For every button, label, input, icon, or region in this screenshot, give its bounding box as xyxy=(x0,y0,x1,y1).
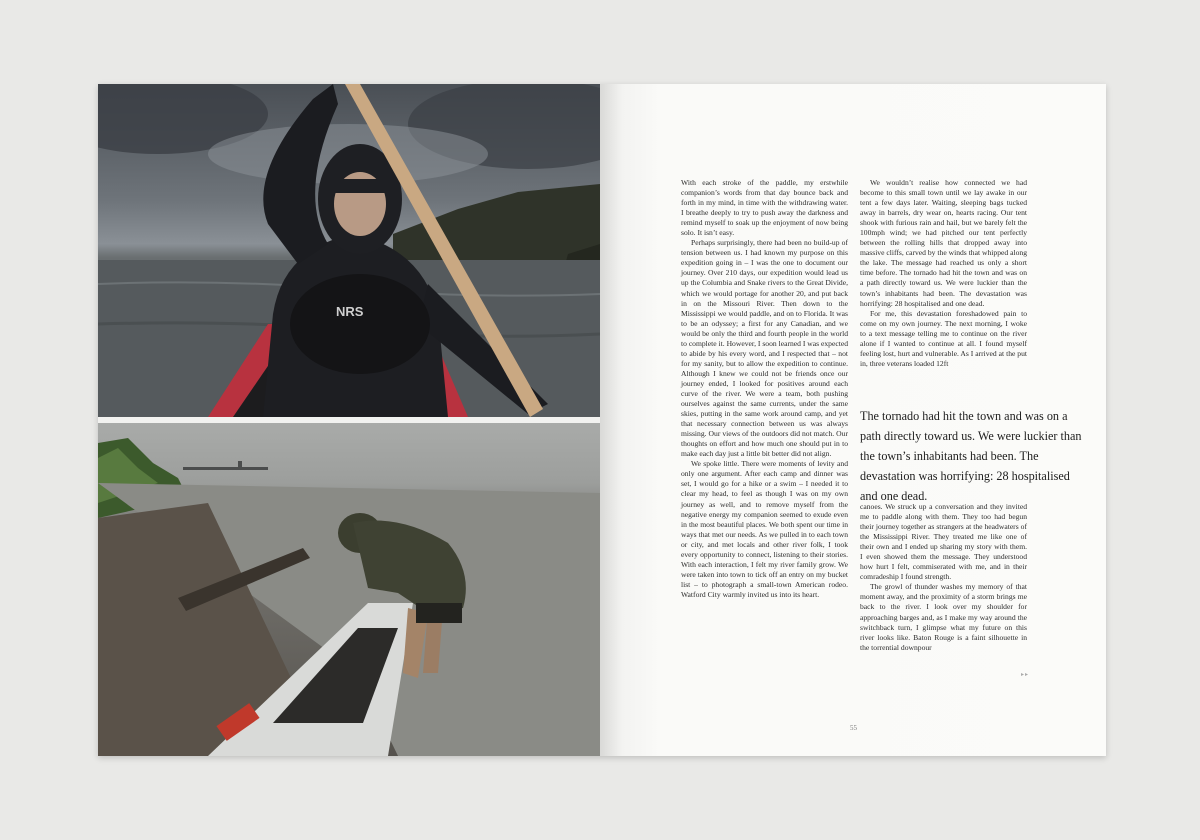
article-column-1 xyxy=(681,178,848,600)
pull-quote: The tornado had hit the town and was on a path directly toward us. We were luckier than the town’s inhabitants had been. The devastation was horrifying: 28 hospitalised and one dead. xyxy=(860,409,1082,503)
paragraph: For me, this devastation foreshadowed pain to come on my own journey. The next morning, I woke to a text message telling me to continue on the river alone if I wanted to continue at all. I found myself feeling lost, hurt and vulnerable. As I arrived at the put in, three veterans loaded 12ft xyxy=(860,308,1027,368)
paragraph: With each stroke of the paddle, my erstwhile companion’s words from that day bounce back and forth in my mind, in time with the withdrawing water. I breathe deeply to try to push away the darkness and remind myself to soak up the enjoyment of now being solo. It isn’t easy. xyxy=(681,178,848,238)
pfd-brand-logo: NRS xyxy=(336,304,364,319)
photo-kayak-shore xyxy=(98,423,600,756)
photo-paddler-in-storm xyxy=(98,84,600,417)
paragraph: We spoke little. There were moments of levity and only one argument. After each camp and dinner was set, I would go for a hike or a swim – I needed it to clear my head, to feel as though I was on my own journey as well, and to remove myself from the negative energy my companion seemed to exude even in the most beautiful places. We both spent our time in ways that met our needs. As we pulled in to each town or city, and met locals and other river folk, I took every opportunity to connect, listening to their stories. With each interaction, I felt my river family grow. We were taken into town to tick off an entry on my bucket list – to photograph a small-town American rodeo. Watford City warmly invited us into its heart. xyxy=(681,459,848,599)
magazine-spread xyxy=(98,84,1106,756)
paragraph: Perhaps surprisingly, there had been no build-up of tension between us. I had known my purpose on this expedition going in – I was the one to document our journey. Over 210 days, our expedition would lead us up the Columbia and Snake rivers to the Great Divide, which we would portage for another 20, and put back in on the Missouri River. Then down to the Mississippi we would paddle, and on to Florida. It was to be an odyssey; a first for any Canadian, and we would be only the third and fourth people in the world to complete it. However, I soon learned I was expected to abide by his every word, and I respected that – not for my sanity, but to allow the expedition to continue. Although I knew we could not be friends once our journey ended, I looked for positives around each curve of the river. We were a team, both pushing ourselves against the same currents, under the same skies, putting in the same work around camp, and yet that necessary connection between us was always missing. Our views of the outdoors did not match. Our thoughts on effort and how much one should put in to make each day just a little bit better did not align. xyxy=(681,238,848,459)
left-page xyxy=(98,84,600,756)
paragraph: We wouldn’t realise how connected we had become to this small town until we lay awake in our tent a few days later. Waiting, sleeping bags tucked away in barrels, dry wear on, hearts racing. Our tent shook with furious rain and hail, but we barely felt the 100mph wind; we had pitched our tent perfectly between the rolling hills that dropped away into massive cliffs, carved by the winds that whipped along the lake. The message had reached us only a short time before. The tornado had hit the town and was on a path directly toward us. We were luckier than the town’s inhabitants had been. The devastation was horrifying: 28 hospitalised and one dead. xyxy=(860,178,1027,308)
article-column-2 xyxy=(860,178,1027,369)
continue-arrow-icon: ▸▸ xyxy=(1021,672,1030,678)
photo-paddler-illustration xyxy=(98,84,600,417)
page-number: 55 xyxy=(850,724,857,732)
right-page xyxy=(600,84,1106,756)
paragraph: canoes. We struck up a conversation and they invited me to paddle along with them. They too had begun their journey together as strangers at the headwaters of the Mississippi River. They treated me like one of their own and I ended up sharing my story with them. I even showed them the message. They understood how hurt I felt, commiserated with me, and in their comradeship I found strength. xyxy=(860,502,1027,582)
photo-kayak-illustration xyxy=(98,423,600,756)
paragraph: The growl of thunder washes my memory of that moment away, and the proximity of a storm brings me back to the river. I look over my shoulder for approaching barges and, as I make my way around the switchback turn, I glimpse what my future on this river looks like. Baton Rouge is a faint silhouette in the torrential downpour xyxy=(860,582,1027,652)
article-column-3 xyxy=(860,502,1027,653)
